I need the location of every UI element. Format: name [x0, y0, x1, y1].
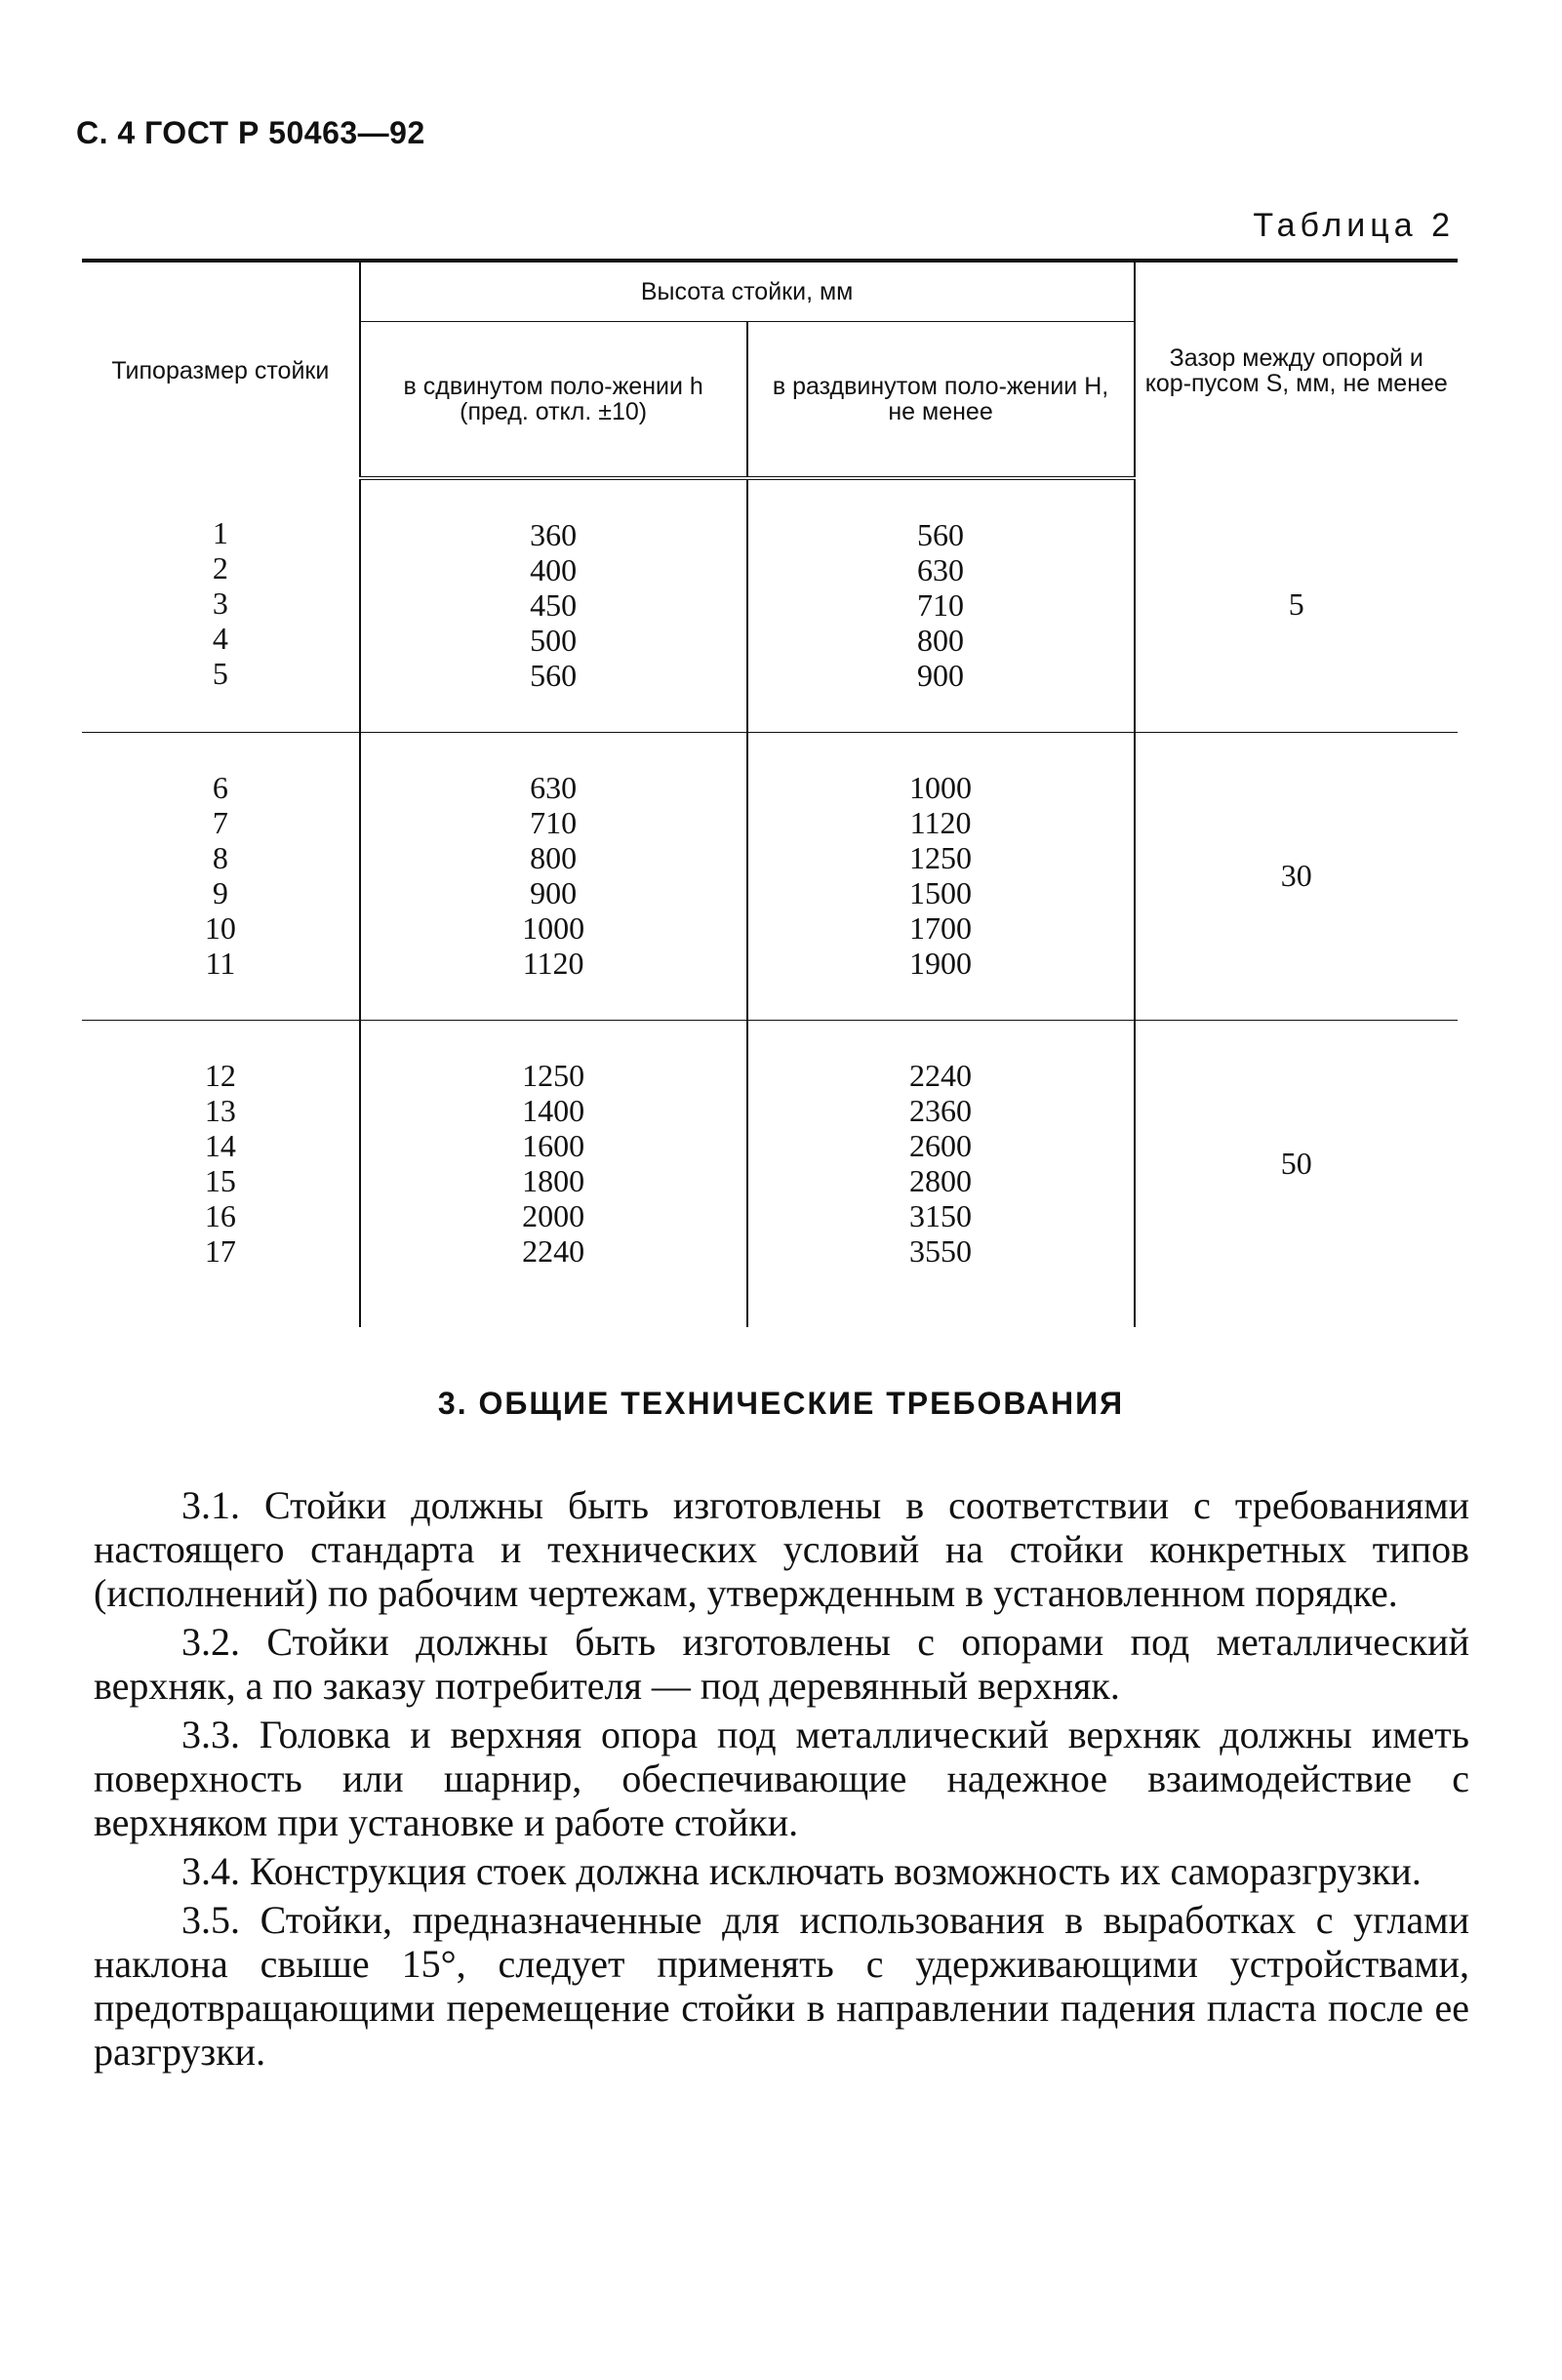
paragraph-3-2: 3.2. Стойки должны быть изготовлены с опорами под металлический верхняк, а по заказу потребителя — под деревянный верхняк.: [94, 1620, 1469, 1708]
sizes-cell: [82, 1021, 360, 1328]
size-value: 3: [212, 585, 228, 621]
closed-height-value: 1120: [522, 946, 584, 981]
table-row-group-2: [82, 733, 1458, 1021]
header-gap: Зазор между опорой и кор-пусом S, мм, не менее: [1135, 261, 1459, 478]
closed-height-value: 450: [530, 587, 578, 623]
size-value: 13: [204, 1093, 236, 1128]
closed-height-value: 560: [530, 658, 578, 693]
header-open-height: в раздвинутом поло-жении H, не менее: [747, 322, 1135, 479]
gap-value: 5: [1135, 478, 1459, 733]
header-height-range: Высота стойки, мм: [360, 261, 1135, 322]
size-value: 10: [204, 910, 236, 946]
size-value: 17: [204, 1233, 236, 1269]
open-height-value: 1000: [909, 770, 973, 805]
paragraph-3-5: 3.5. Стойки, предназначенные для использования в выработках с углами наклона свыше 15°, следует применять с удерживающими устройствами, предотвращающими перемещение стойки в направлении падения пласта после ее разгрузки.: [94, 1898, 1469, 2074]
sizes-cell: [82, 478, 360, 733]
size-value: 1: [212, 515, 228, 550]
closed-height-value: 2000: [522, 1198, 585, 1233]
open-height-value: 1500: [909, 875, 973, 910]
closed-height-value: 360: [530, 517, 578, 552]
closed-height-value: 800: [530, 840, 578, 875]
closed-height-value: 2240: [522, 1233, 585, 1269]
closed-height-cell: [360, 1021, 747, 1328]
size-value: 12: [204, 1058, 236, 1093]
size-value: 4: [212, 621, 228, 656]
paragraph-3-3: 3.3. Головка и верхняя опора под металлический верхняк должны иметь поверхность или шарнир, обеспечивающие надежное взаимодействие с верхняком при установке и работе стойки.: [94, 1713, 1469, 1844]
open-height-cell: [747, 733, 1135, 1021]
specification-table: [82, 259, 1458, 1327]
table-row-group-1: [82, 478, 1458, 733]
table-row-group-3: [82, 1021, 1458, 1328]
open-height-value: 3150: [909, 1198, 973, 1233]
closed-height-value: 500: [530, 623, 578, 658]
size-value: 2: [212, 550, 228, 585]
closed-height-value: 1400: [522, 1093, 585, 1128]
closed-height-value: 400: [530, 552, 578, 587]
size-value: 14: [204, 1128, 236, 1163]
size-value: 5: [212, 656, 228, 691]
open-height-value: 3550: [909, 1233, 973, 1269]
closed-height-value: 1800: [522, 1163, 585, 1198]
header-size: Типоразмер стойки: [82, 261, 360, 478]
header-closed-height: в сдвинутом поло-жении h (пред. откл. ±10): [360, 322, 747, 479]
open-height-value: 1900: [909, 946, 973, 981]
size-value: 15: [204, 1163, 236, 1198]
size-value: 8: [212, 840, 228, 875]
paragraph-3-4: 3.4. Конструкция стоек должна исключать возможность их саморазгрузки.: [181, 1849, 1422, 1893]
closed-height-value: 1250: [522, 1058, 585, 1093]
closed-height-value: 630: [530, 770, 578, 805]
open-height-value: 710: [917, 587, 965, 623]
paragraph-3-1: 3.1. Стойки должны быть изготовлены в соответствии с требованиями настоящего стандарта и технических условий на стойки конкретных типов (исполнений) по рабочим чертежам, утвержденным в установленном порядке.: [94, 1483, 1469, 1615]
open-height-cell: [747, 478, 1135, 733]
open-height-value: 2600: [909, 1128, 973, 1163]
size-value: 16: [204, 1198, 236, 1233]
open-height-value: 1120: [909, 805, 972, 840]
open-height-value: 1700: [909, 910, 973, 946]
open-height-value: 2800: [909, 1163, 973, 1198]
open-height-value: 630: [917, 552, 965, 587]
closed-height-cell: [360, 733, 747, 1021]
open-height-value: 560: [917, 517, 965, 552]
closed-height-value: 1600: [522, 1128, 585, 1163]
closed-height-value: 1000: [522, 910, 585, 946]
sizes-cell: [82, 733, 360, 1021]
closed-height-value: 900: [530, 875, 578, 910]
gap-value: 50: [1135, 1021, 1459, 1328]
table-caption: Таблица 2: [1253, 207, 1455, 244]
open-height-value: 900: [917, 658, 965, 693]
section-title: 3. ОБЩИЕ ТЕХНИЧЕСКИЕ ТРЕБОВАНИЯ: [437, 1386, 1125, 1421]
page-header: С. 4 ГОСТ Р 50463—92: [76, 115, 425, 150]
size-value: 9: [212, 875, 228, 910]
closed-height-value: 710: [530, 805, 578, 840]
section-body: [94, 1483, 1469, 2078]
size-value: 7: [212, 805, 228, 840]
gap-value: 30: [1135, 733, 1459, 1021]
open-height-value: 2360: [909, 1093, 973, 1128]
open-height-value: 2240: [909, 1058, 973, 1093]
open-height-cell: [747, 1021, 1135, 1328]
open-height-value: 1250: [909, 840, 973, 875]
size-value: 11: [205, 946, 236, 981]
size-value: 6: [212, 770, 228, 805]
open-height-value: 800: [917, 623, 965, 658]
closed-height-cell: [360, 478, 747, 733]
